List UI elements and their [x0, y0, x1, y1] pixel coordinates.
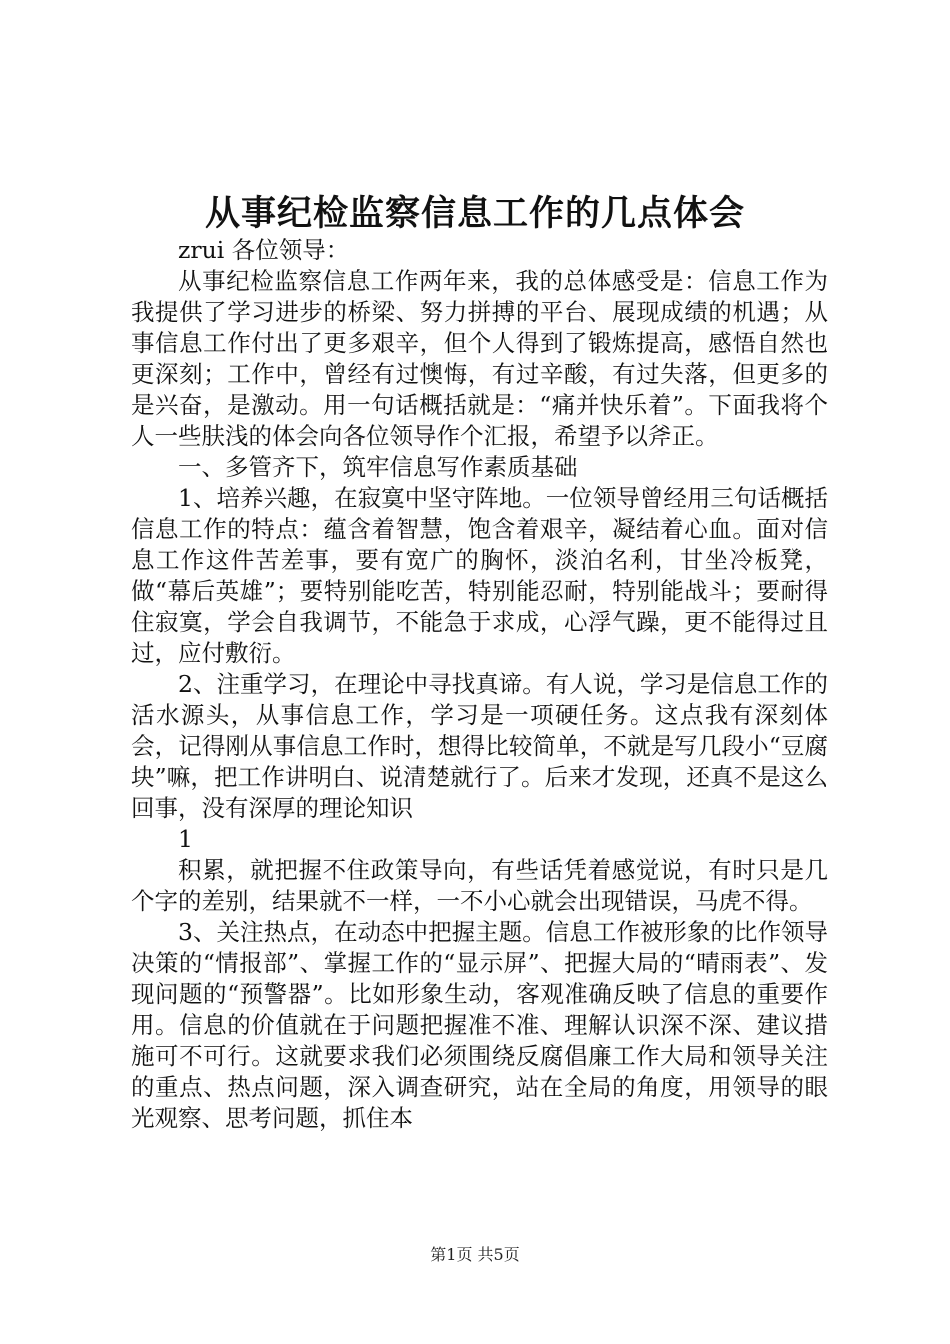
paragraph: 2、注重学习，在理论中寻找真谛。有人说，学习是信息工作的活水源头，从事信息工作，学习是一项硬任务。这点我有深刻体会，记得刚从事信息工作时，想得比较简单，不就是写几段小“豆腐块”嘛，把工作讲明白、说清楚就行了。后来才发现，还真不是这么回事，没有深厚的理论知识	[131, 670, 828, 822]
paragraph: 1、培养兴趣，在寂寞中坚守阵地。一位领导曾经用三句话概括信息工作的特点：蕴含着智慧，饱含着艰辛，凝结着心血。面对信息工作这件苦差事，要有宽广的胸怀，淡泊名利，甘坐冷板凳，做“幕后英雄”；要特别能吃苦，特别能忍耐，特别能战斗；要耐得住寂寞，学会自我调节，不能急于求成，心浮气躁，更不能得过且过，应付敷衍。	[131, 484, 828, 667]
paragraph: 积累，就把握不住政策导向，有些话凭着感觉说，有时只是几个字的差别，结果就不一样，一不小心就会出现错误，马虎不得。	[131, 856, 828, 915]
paragraph: 从事纪检监察信息工作两年来，我的总体感受是：信息工作为我提供了学习进步的桥梁、努力拼搏的平台、展现成绩的机遇；从事信息工作付出了更多艰辛，但个人得到了锻炼提高，感悟自然也更深刻；工作中，曾经有过懊悔，有过辛酸，有过失落，但更多的是兴奋，是激动。用一句话概括就是：“痛并快乐着”。下面我将个人一些肤浅的体会向各位领导作个汇报，希望予以斧正。	[131, 267, 828, 450]
inline-page-number: 1	[178, 825, 193, 853]
document-body	[131, 235, 828, 1134]
paragraph: 3、关注热点，在动态中把握主题。信息工作被形象的比作领导决策的“情报部”、掌握工作的“显示屏”、把握大局的“晴雨表”、发现问题的“预警器”。比如形象生动，客观准确反映了信息的重要作用。信息的价值就在于问题把握准不准、理解认识深不深、建议措施可不可行。这就要求我们必须围绕反腐倡廉工作大局和领导关注的重点、热点问题，深入调查研究，站在全局的角度，用领导的眼光观察、思考问题，抓住本	[131, 918, 828, 1132]
salutation: zrui 各位领导：	[178, 236, 350, 264]
document-title: 从事纪检监察信息工作的几点体会	[204, 193, 745, 234]
page-footer: 第1页 共5页	[430, 1245, 520, 1264]
section-heading: 一、多管齐下，筑牢信息写作素质基础	[178, 453, 578, 481]
